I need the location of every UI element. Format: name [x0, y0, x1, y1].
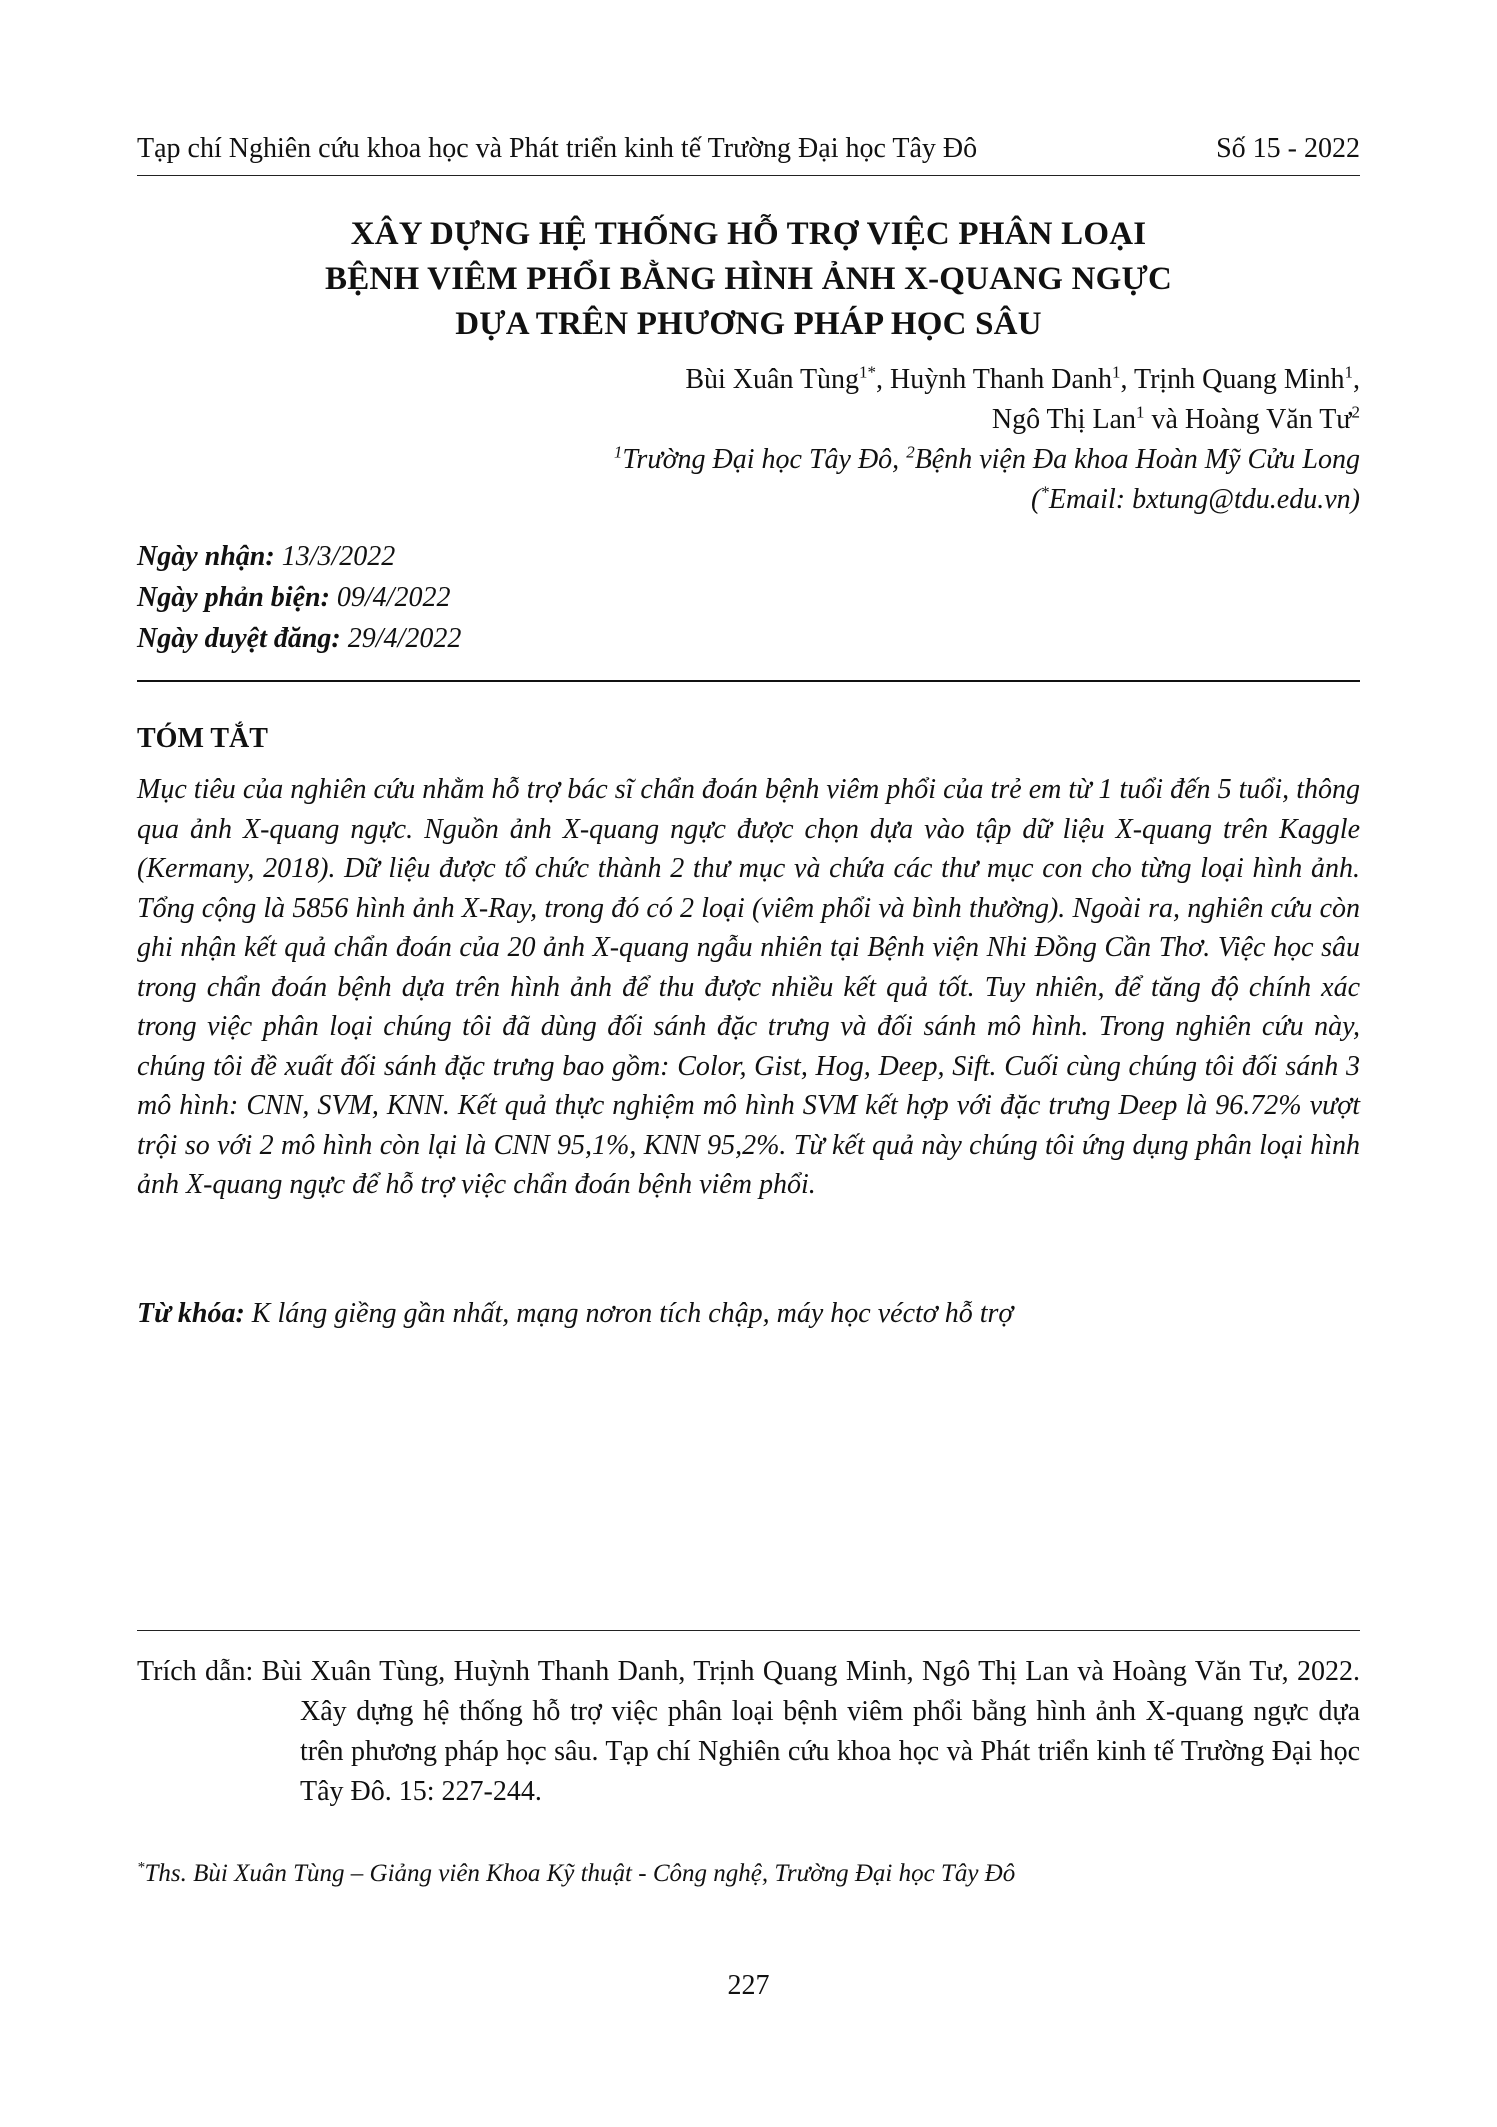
author-name: Huỳnh Thanh Danh — [890, 364, 1112, 395]
footnote — [137, 1860, 1015, 1888]
keywords-label: Từ khóa: — [137, 1298, 245, 1329]
author-name: Bùi Xuân Tùng — [685, 364, 860, 395]
accepted-date: Ngày duyệt đăng: 29/4/2022 — [137, 623, 462, 654]
email-text: Email: bxtung@tdu.edu.vn — [1048, 484, 1351, 515]
citation-rule — [137, 1630, 1360, 1631]
affiliations — [614, 440, 1360, 480]
keywords — [137, 1298, 1360, 1330]
running-header — [137, 133, 1360, 165]
footnote-text: Ths. Bùi Xuân Tùng – Giảng viên Khoa Kỹ thuật - Công nghệ, Trường Đại học Tây Đô — [144, 1860, 1016, 1887]
author-sup: 2 — [1351, 402, 1360, 422]
footnote-sup: * — [137, 1859, 145, 1876]
affiliation-1: Trường Đại học Tây Đô, — [622, 444, 900, 475]
title-line-2: BỆNH VIÊM PHỔI BẰNG HÌNH ẢNH X-QUANG NGỰC — [325, 261, 1172, 297]
author-name: Trịnh Quang Minh — [1133, 364, 1345, 395]
page-number: 227 — [727, 1970, 770, 2001]
paper-title — [137, 212, 1360, 347]
author-sup: 1 — [1344, 362, 1353, 382]
author-sup: 1* — [859, 362, 877, 382]
author-name: Ngô Thị Lan — [991, 404, 1136, 435]
author-conjunction: và — [1151, 404, 1178, 435]
author-name: Hoàng Văn Tư — [1184, 404, 1352, 435]
received-date: Ngày nhận: 13/3/2022 — [137, 541, 396, 572]
affiliation-2: Bệnh viện Đa khoa Hoàn Mỹ Cửu Long — [914, 444, 1360, 475]
abstract-text: Mục tiêu của nghiên cứu nhằm hỗ trợ bác sĩ chẩn đoán bệnh viêm phổi của trẻ em từ 1 tuổi đến 5 tuổi, thông qua ảnh X-quang ngực. Nguồn ảnh X-quang ngực được chọn dựa vào tập dữ liệu X-quang trên Kaggle (Kermany, 2018). Dữ liệu được tổ chức thành 2 thư mục và chứa các thư mục con cho từng loại hình ảnh. Tổng cộng là 5856 hình ảnh X-Ray, trong đó có 2 loại (viêm phổi và bình thường). Ngoài ra, nghiên cứu còn ghi nhận kết quả chẩn đoán của 20 ảnh X-quang ngẫu nhiên tại Bệnh viện Nhi Đồng Cần Thơ. Việc học sâu trong chẩn đoán bệnh dựa trên hình ảnh để thu được nhiều kết quả tốt. Tuy nhiên, để tăng độ chính xác trong việc phân loại chúng tôi đã dùng đối sánh đặc trưng và đối sánh mô hình. Trong nghiên cứu này, chúng tôi đề xuất đối sánh đặc trưng bao gồm: Color, Gist, Hog, Deep, Sift. Cuối cùng chúng tôi đối sánh 3 mô hình: CNN, SVM, KNN. Kết quả thực nghiệm mô hình SVM kết hợp với đặc trưng Deep là 96.72% vượt trội so với 2 mô hình còn lại là CNN 95,1%, KNN 95,2%. Từ kết quả này chúng tôi ứng dụng phân loại hình ảnh X-quang ngực để hỗ trợ việc chẩn đoán bệnh viêm phổi. — [137, 774, 1360, 1200]
author-sup: 1 — [1111, 362, 1121, 382]
affil-sup: 1 — [613, 442, 623, 462]
corresponding-email: (*Email: bxtung@tdu.edu.vn) — [1031, 482, 1360, 515]
citation: Trích dẫn: Bùi Xuân Tùng, Huỳnh Thanh Danh, Trịnh Quang Minh, Ngô Thị Lan và Hoàng Văn Tư, 2022. Xây dựng hệ thống hỗ trợ việc phân loại bệnh viêm phổi bằng hình ảnh X-quang ngực dựa trên phương pháp học sâu. Tạp chí Nghiên cứu khoa học và Phát triển kinh tế Trường Đại học Tây Đô. 15: 227-244. — [137, 1656, 1360, 1807]
reviewed-date: Ngày phản biện: 09/4/2022 — [137, 582, 451, 613]
keywords-text: K láng giềng gần nhất, mạng nơron tích chập, máy học véctơ hỗ trợ — [251, 1298, 1014, 1329]
author-block — [614, 360, 1360, 520]
title-line-3: DỰA TRÊN PHƯƠNG PHÁP HỌC SÂU — [455, 306, 1042, 342]
author-sup: 1 — [1135, 402, 1145, 422]
issue-number: Số 15 - 2022 — [1216, 133, 1360, 164]
abstract-heading: TÓM TẮT — [137, 723, 268, 754]
author-line-1: Bùi Xuân Tùng$^{1*}$, Huỳnh Thanh Danh$^1$, Trịnh Quang Minh$^1$, — [685, 362, 1360, 395]
author-line-2 — [614, 400, 1360, 440]
email-sup: * — [1040, 482, 1049, 502]
affil-sup: 2 — [906, 442, 915, 462]
header-rule — [137, 175, 1360, 176]
title-line-1: XÂY DỰNG HỆ THỐNG HỖ TRỢ VIỆC PHÂN LOẠI — [350, 216, 1147, 252]
date-block — [137, 536, 461, 659]
section-rule — [137, 680, 1360, 682]
journal-name: Tạp chí Nghiên cứu khoa học và Phát triển kinh tế Trường Đại học Tây Đô — [137, 133, 978, 164]
